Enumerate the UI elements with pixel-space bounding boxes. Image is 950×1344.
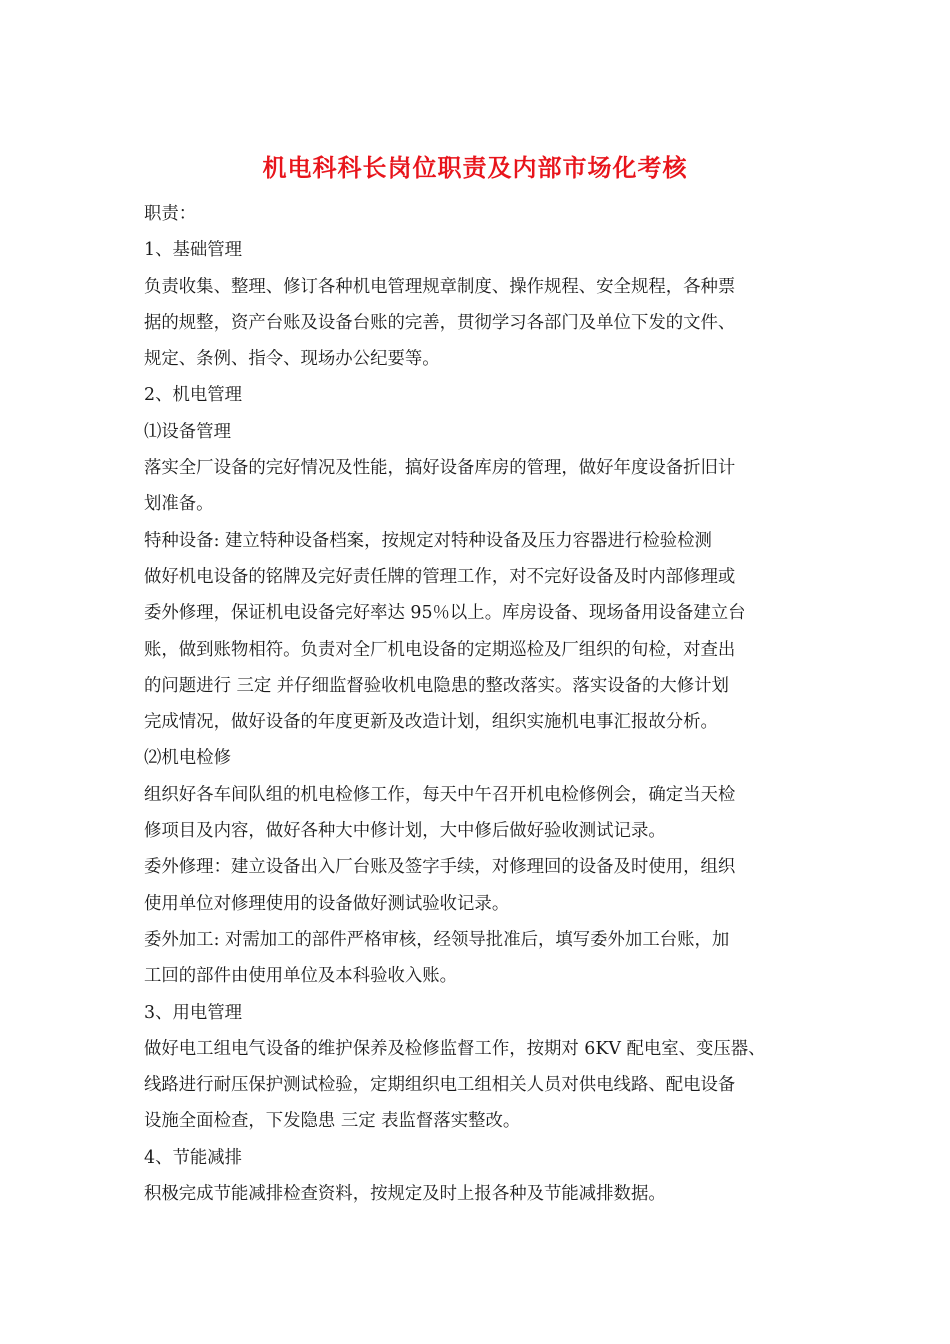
body-line: 负责收集、整理、修订各种机电管理规章制度、操作规程、安全规程，各种票 — [144, 276, 736, 297]
body-line: 据的规整，资产台账及设备台账的完善，贯彻学习各部门及单位下发的文件、 — [144, 312, 736, 333]
body-line: 完成情况，做好设备的年度更新及改造计划，组织实施机电事汇报故分析。 — [144, 712, 718, 733]
body-line: 使用单位对修理使用的设备做好测试验收记录。 — [144, 893, 510, 914]
body-line: 落实全厂设备的完好情况及性能，搞好设备库房的管理，做好年度设备折旧计 — [144, 458, 736, 479]
body-line: 组织好各车间队组的机电检修工作，每天中午召开机电检修例会，确定当天检 — [144, 784, 736, 805]
body-line: ⑵机电检修 — [144, 748, 231, 769]
body-line: 规定、条例、指令、现场办公纪要等。 — [144, 349, 440, 370]
body-line: 1、基础管理 — [144, 240, 243, 261]
body-line: 账，做到账物相符。负责对全厂机电设备的定期巡检及厂组织的旬检，对查出 — [144, 639, 736, 660]
body-line: 委外加工: 对需加工的部件严格审核，经领导批准后，填写委外加工台账，加 — [144, 929, 730, 950]
body-line: 线路进行耐压保护测试检验，定期组织电工组相关人员对供电线路、配电设备 — [144, 1075, 736, 1096]
body-line: 委外修理：建立设备出入厂台账及签字手续，对修理回的设备及时使用，组织 — [144, 857, 736, 878]
body-line: 委外修理，保证机电设备完好率达 95％以上。库房设备、现场备用设备建立台 — [144, 603, 746, 624]
body-line: 的问题进行 三定 并仔细监督验收机电隐患的整改落实。落实设备的大修计划 — [144, 675, 729, 696]
document-body — [144, 196, 806, 1212]
body-line: 划准备。 — [144, 494, 214, 515]
body-line: 工回的部件由使用单位及本科验收入账。 — [144, 966, 458, 987]
body-line: 4、节能减排 — [144, 1147, 243, 1168]
body-line: 2、机电管理 — [144, 385, 243, 406]
body-line: 3、用电管理 — [144, 1002, 243, 1023]
body-line: ⑴设备管理 — [144, 421, 231, 442]
body-line: 修项目及内容，做好各种大中修计划，大中修后做好验收测试记录。 — [144, 821, 666, 842]
body-line: 做好电工组电气设备的维护保养及检修监督工作，按期对 6KV 配电室、变压器、 — [144, 1038, 766, 1059]
body-line: 特种设备: 建立特种设备档案，按规定对特种设备及压力容器进行检验检测 — [144, 530, 712, 551]
body-line: 积极完成节能减排检查资料，按规定及时上报各种及节能减排数据。 — [144, 1184, 666, 1205]
body-line: 设施全面检查，下发隐患 三定 表监督落实整改。 — [144, 1111, 521, 1132]
document-title: 机电科科长岗位职责及内部市场化考核 — [262, 153, 688, 182]
body-line: 做好机电设备的铭牌及完好责任牌的管理工作，对不完好设备及时内部修理或 — [144, 566, 736, 587]
body-line: 职责： — [144, 204, 197, 224]
